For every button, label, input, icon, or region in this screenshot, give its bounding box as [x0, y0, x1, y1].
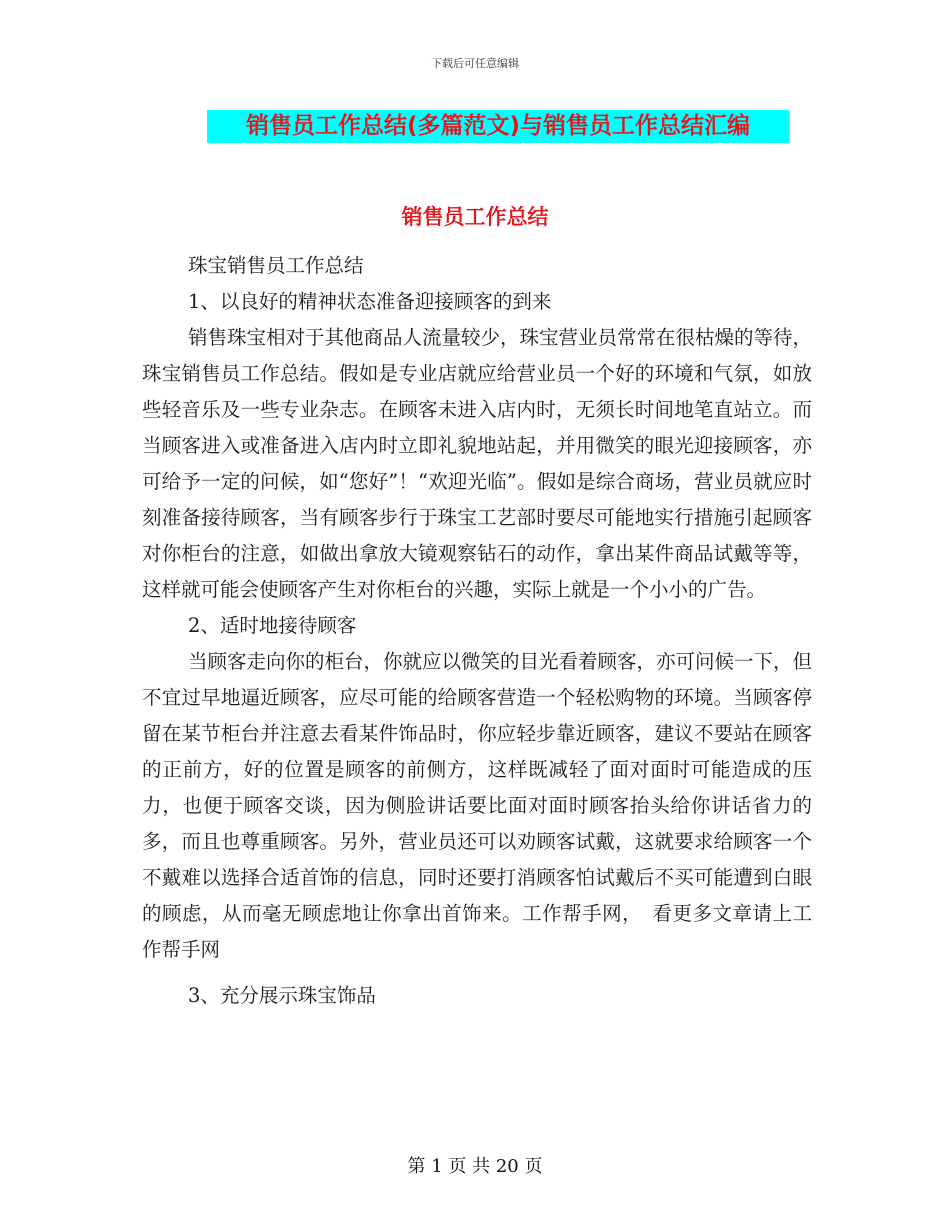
point-1-heading: 1、以良好的精神状态准备迎接顾客的到来	[188, 290, 552, 313]
section-title: 销售员工作总结	[401, 205, 549, 229]
paragraph-2: 当顾客走向你的柜台，你就应以微笑的目光看着顾客，亦可问候一下，但不宜过早地逼近顾客，应尽可能的给顾客营造一个轻松购物的环境。当顾客停留在某节柜台并注意去看某件饰品时，你应轻步靠近顾客，建议不要站在顾客的正前方，好的位置是顾客的前侧方，这样既减轻了面对面时可能造成的压力，也便于顾客交谈，因为侧脸讲话要比面对面时顾客抬头给你讲话省力的多，而且也尊重顾客。另外，营业员还可以劝顾客试戴，这就要求给顾客一个不戴难以选择合适首饰的信息，同时还要打消顾客怕试戴后不买可能遭到白眼的顾虑，从而毫无顾虑地让你拿出首饰来。工作帮手网， 看更多文章请上工作帮手网	[142, 650, 813, 961]
document-body	[142, 248, 812, 1014]
point-2-heading: 2、适时地接待顾客	[188, 614, 357, 637]
page-footer: 第 1 页 共 20 页	[407, 1156, 543, 1177]
point-3-heading: 3、充分展示珠宝饰品	[188, 984, 376, 1007]
paragraph-1: 销售珠宝相对于其他商品人流量较少，珠宝营业员常常在很枯燥的等待，珠宝销售员工作总结。假如是专业店就应给营业员一个好的环境和气氛，如放些轻音乐及一些专业杂志。在顾客未进入店内时，无须长时间地笔直站立。而当顾客进入或准备进入店内时立即礼貌地站起，并用微笑的眼光迎接顾客，亦可给予一定的问候，如“您好”！“欢迎光临”。假如是综合商场，营业员就应时刻准备接待顾客，当有顾客步行于珠宝工艺部时要尽可能地实行措施引起顾客对你柜台的注意，如做出拿放大镜观察钻石的动作，拿出某件商品试戴等等，这样就可能会使顾客产生对你柜台的兴趣，实际上就是一个小小的广告。	[142, 326, 813, 601]
header-note: 下载后可任意编辑	[431, 57, 519, 70]
document-title-highlight	[207, 110, 789, 143]
subheading-jewelry: 珠宝销售员工作总结	[188, 254, 364, 277]
document-title: 销售员工作总结(多篇范文)与销售员工作总结汇编	[245, 113, 751, 139]
